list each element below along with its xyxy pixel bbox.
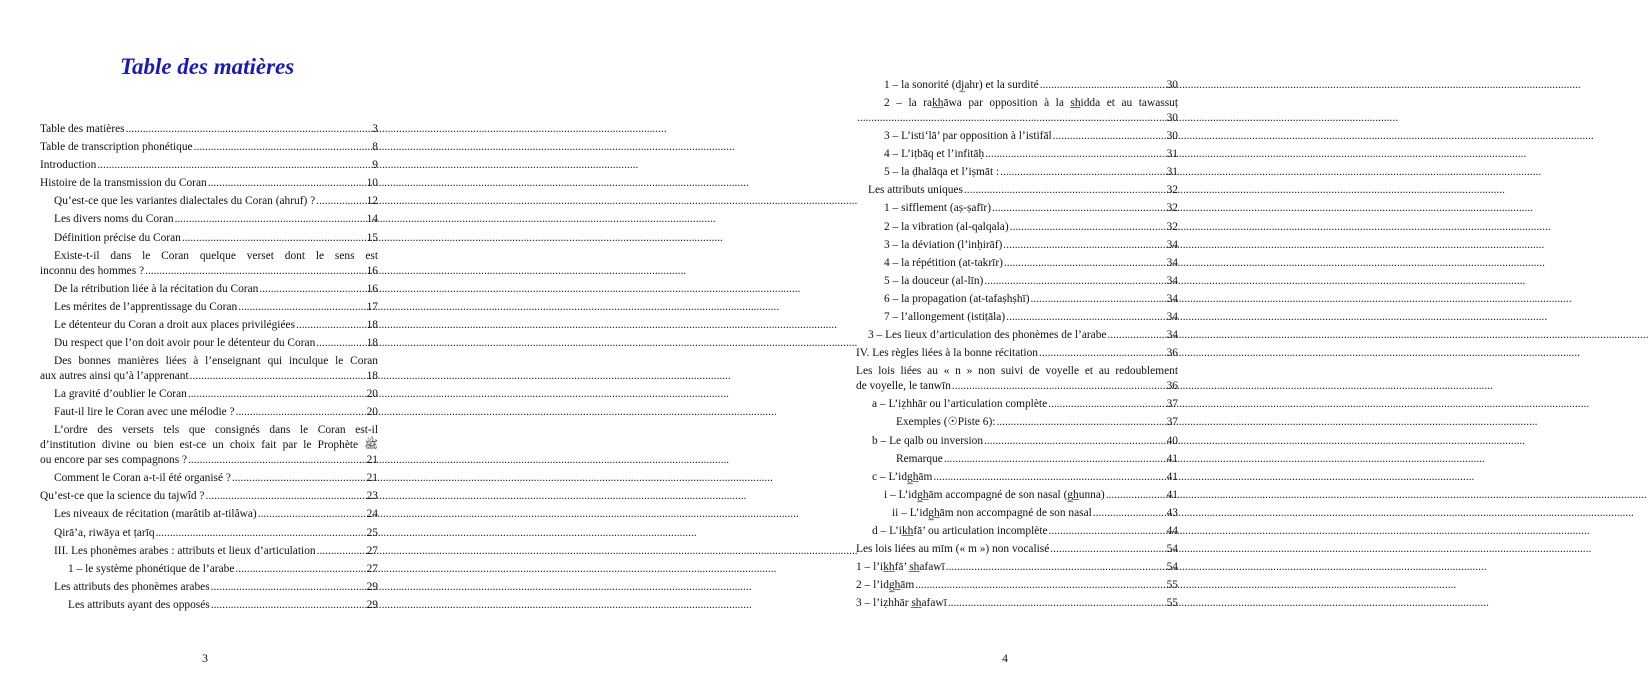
entry-title: Du respect que l’on doit avoir pour le détenteur du Coran bbox=[54, 336, 316, 349]
toc-entry[interactable] bbox=[40, 526, 378, 544]
left-page bbox=[0, 0, 400, 683]
entry-page: 30 bbox=[1166, 79, 1178, 91]
dot-leader bbox=[317, 544, 366, 559]
toc-entry[interactable] bbox=[856, 524, 1178, 542]
entry-page: 37 bbox=[1166, 398, 1178, 411]
entry-title: 3 – l’iẓhhār s̲h̲afawī bbox=[856, 597, 947, 610]
toc-entry[interactable] bbox=[40, 489, 378, 507]
dot-leader bbox=[996, 415, 1165, 430]
entry-title: IV. Les règles liées à la bonne récitation bbox=[856, 347, 1038, 360]
entry-title: Table des matières bbox=[40, 123, 125, 135]
toc-entry[interactable] bbox=[856, 560, 1178, 578]
toc-entry[interactable] bbox=[856, 506, 1178, 524]
toc-entry[interactable] bbox=[856, 292, 1178, 310]
dot-leader bbox=[232, 471, 366, 486]
dot-leader bbox=[952, 379, 1166, 394]
entry-page: 29 bbox=[366, 580, 378, 593]
entry-page: 40 bbox=[1166, 434, 1178, 447]
entry-title: La gravité d’oublier le Coran bbox=[54, 388, 187, 401]
page-title: Table des matières bbox=[120, 54, 295, 79]
toc-entry[interactable] bbox=[856, 310, 1178, 328]
toc-entry[interactable] bbox=[856, 165, 1178, 183]
entry-page: 18 bbox=[366, 318, 378, 331]
entry-page: 25 bbox=[366, 526, 378, 539]
entry-title: a – L’iẓhhār ou l’articulation complète bbox=[872, 398, 1048, 411]
toc-entry[interactable] bbox=[856, 542, 1178, 560]
entry-title: Les attributs uniques bbox=[868, 184, 963, 197]
dot-leader bbox=[984, 434, 1166, 449]
toc-list-left bbox=[40, 122, 378, 616]
entry-title: Définition précise du Coran bbox=[54, 231, 181, 244]
entry-title: 1 – sifflement (aṣ-ṣafīr) bbox=[884, 202, 992, 215]
entry-title: Faut-il lire le Coran avec une mélodie ? bbox=[54, 406, 235, 419]
entry-title: Les mérites de l’apprentissage du Coran bbox=[54, 300, 238, 313]
dot-leader bbox=[259, 282, 365, 297]
dot-leader bbox=[156, 526, 366, 541]
entry-page: 16 bbox=[366, 282, 378, 295]
entry-page: 20 bbox=[366, 388, 378, 401]
entry-page: 30 bbox=[1166, 112, 1178, 125]
entry-page: 30 bbox=[1166, 130, 1178, 143]
toc-entry[interactable] bbox=[856, 183, 1178, 201]
entry-title: 6 – la propagation (at-tafaṣhṣhī) bbox=[884, 292, 1030, 305]
entry-title: Comment le Coran a-t-il été organisé ? bbox=[54, 472, 231, 485]
entry-title: 3 – L’isti‘lā’ par opposition à l’istifāl bbox=[884, 130, 1052, 143]
dot-leader bbox=[1003, 238, 1165, 253]
toc-entry[interactable] bbox=[40, 176, 378, 194]
toc-entry[interactable] bbox=[40, 140, 378, 158]
dot-leader bbox=[126, 122, 372, 137]
entry-page: 3 bbox=[372, 123, 378, 135]
dot-leader bbox=[946, 560, 1166, 575]
entry-title-line1: 2 – la rak̲h̲āwa par opposition à la s̲h̲idda et au tawassuṭ bbox=[884, 97, 1178, 110]
entry-title: 3 – Les lieux d’articulation des phonèmes de l’arabe bbox=[868, 329, 1107, 342]
entry-page: 16 bbox=[366, 264, 378, 277]
entry-page: 10 bbox=[366, 177, 378, 190]
dot-leader bbox=[1106, 488, 1166, 503]
entry-page: 31 bbox=[1166, 148, 1178, 161]
entry-page: 34 bbox=[1166, 238, 1178, 251]
dot-leader bbox=[238, 300, 365, 315]
toc-entry[interactable] bbox=[856, 147, 1178, 165]
toc-entry[interactable] bbox=[856, 328, 1178, 346]
entry-title: III. Les phonèmes arabes : attributs et lieux d’articulation bbox=[54, 544, 316, 557]
entry-title-last: inconnu des hommes ? bbox=[40, 264, 145, 277]
entry-page: 21 bbox=[366, 472, 378, 485]
entry-title-line1: L’ordre des versets tels que consignés dans le Coran est-il bbox=[54, 424, 378, 437]
entry-page: 23 bbox=[366, 490, 378, 503]
entry-title-line2: d’institution divine ou bien est-ce un choix fait par le Prophète ﷺ bbox=[40, 439, 378, 452]
dot-leader bbox=[1031, 292, 1166, 307]
dot-leader bbox=[188, 453, 366, 468]
toc-entry[interactable] bbox=[40, 405, 378, 423]
dot-leader bbox=[175, 212, 366, 227]
dot-leader bbox=[316, 194, 365, 209]
toc-entry[interactable] bbox=[856, 578, 1178, 596]
page-number: 3 bbox=[202, 651, 208, 665]
entry-title-last: ou encore par ses compagnons ? bbox=[40, 454, 188, 467]
dot-leader bbox=[208, 176, 366, 191]
entry-page: 34 bbox=[1166, 292, 1178, 305]
toc-entry[interactable] bbox=[856, 488, 1178, 506]
entry-page: 27 bbox=[366, 562, 378, 575]
toc-entry[interactable] bbox=[40, 471, 378, 489]
dot-leader bbox=[1000, 165, 1165, 180]
toc-entry[interactable] bbox=[40, 387, 378, 405]
entry-title: Le détenteur du Coran a droit aux places privilégiées bbox=[54, 318, 296, 331]
entry-title-line1: Existe-t-il dans le Coran quelque verset dont le sens est bbox=[54, 249, 378, 262]
dot-leader bbox=[944, 452, 1166, 467]
dot-leader bbox=[97, 158, 371, 173]
toc-entry[interactable] bbox=[40, 282, 378, 300]
toc-entry[interactable] bbox=[856, 274, 1178, 292]
toc-entry[interactable] bbox=[40, 354, 378, 387]
dot-leader bbox=[933, 470, 1165, 485]
dot-leader bbox=[984, 274, 1165, 289]
entry-title: Remarque bbox=[896, 452, 943, 465]
dot-leader bbox=[964, 183, 1166, 198]
entry-page: 41 bbox=[1166, 470, 1178, 483]
toc-entry[interactable] bbox=[40, 158, 378, 176]
toc-entry[interactable] bbox=[856, 238, 1178, 256]
toc-entry[interactable] bbox=[856, 397, 1178, 415]
entry-title-last: de voyelle, le tanwīn bbox=[856, 380, 951, 393]
toc-entry[interactable] bbox=[40, 507, 378, 525]
dot-leader bbox=[236, 405, 366, 420]
dot-leader bbox=[857, 111, 1166, 126]
entry-title: Les attributs ayant des opposés bbox=[68, 598, 210, 611]
entry-page: 18 bbox=[366, 370, 378, 383]
dot-leader bbox=[915, 578, 1165, 593]
entry-page: 34 bbox=[1166, 311, 1178, 324]
toc-entry[interactable] bbox=[40, 231, 378, 249]
entry-title: 1 – l’ik̲h̲fā’ s̲h̲afawī bbox=[856, 561, 945, 574]
entry-title: 5 – la douceur (al-līn) bbox=[884, 274, 984, 287]
toc-entry[interactable] bbox=[40, 249, 378, 282]
entry-page: 55 bbox=[1166, 579, 1178, 592]
entry-page: 36 bbox=[1166, 380, 1178, 393]
dot-leader bbox=[1004, 256, 1166, 271]
entry-page: 54 bbox=[1166, 543, 1178, 556]
toc-entry[interactable] bbox=[856, 96, 1178, 129]
toc-entry[interactable] bbox=[856, 129, 1178, 147]
dot-leader bbox=[182, 231, 366, 246]
dot-leader bbox=[211, 580, 366, 595]
entry-page: 41 bbox=[1166, 452, 1178, 465]
entry-page: 54 bbox=[1166, 561, 1178, 574]
dot-leader bbox=[1093, 506, 1166, 521]
entry-title: De la rétribution liée à la récitation du Coran bbox=[54, 282, 259, 295]
entry-page: 31 bbox=[1166, 166, 1178, 179]
dot-leader bbox=[1040, 78, 1166, 93]
toc-entry[interactable] bbox=[856, 220, 1178, 238]
entry-page: 34 bbox=[1166, 274, 1178, 287]
entry-title: 2 – l’idg̲h̲ām bbox=[856, 579, 915, 592]
entry-title: 3 – la déviation (l’inḥirāf) bbox=[884, 238, 1003, 251]
entry-page: 8 bbox=[372, 141, 378, 154]
entry-title: i – L’idg̲h̲ām accompagné de son nasal (g̲h̲unna) bbox=[884, 488, 1105, 501]
entry-page: 32 bbox=[1166, 202, 1178, 215]
entry-title: Table de transcription phonétique bbox=[40, 141, 193, 154]
toc-list-right bbox=[856, 78, 1178, 614]
dot-leader bbox=[190, 369, 366, 384]
entry-title: Les divers noms du Coran bbox=[54, 213, 174, 226]
entry-page: 27 bbox=[366, 544, 378, 557]
entry-title: Histoire de la transmission du Coran bbox=[40, 177, 207, 190]
entry-page: 20 bbox=[366, 406, 378, 419]
dot-leader bbox=[188, 387, 366, 402]
entry-last-line bbox=[40, 453, 378, 468]
entry-page: 34 bbox=[1166, 329, 1178, 342]
entry-title: 7 – l’allongement (istiṭāla) bbox=[884, 311, 1006, 324]
toc-entry[interactable] bbox=[40, 122, 378, 140]
dot-leader bbox=[205, 489, 365, 504]
entry-page: 36 bbox=[1166, 347, 1178, 360]
entry-page: 14 bbox=[366, 213, 378, 226]
entry-page: 34 bbox=[1166, 256, 1178, 269]
dot-leader bbox=[316, 336, 365, 351]
toc-entry[interactable] bbox=[856, 201, 1178, 219]
entry-page: 21 bbox=[366, 454, 378, 467]
entry-page: 37 bbox=[1166, 416, 1178, 429]
entry-title: d – L’ik̲h̲fā’ ou articulation incomplète bbox=[872, 524, 1048, 537]
entry-title: c – L’idg̲h̲ām bbox=[872, 470, 933, 483]
entry-title: Exemples (☉Piste 6): bbox=[896, 416, 996, 429]
toc-entry[interactable] bbox=[40, 318, 378, 336]
entry-page: 44 bbox=[1166, 524, 1178, 537]
toc-entry[interactable] bbox=[40, 194, 378, 212]
dot-leader bbox=[1039, 346, 1166, 361]
entry-page: 43 bbox=[1166, 506, 1178, 519]
entry-page: 41 bbox=[1166, 488, 1178, 501]
toc-entry[interactable] bbox=[40, 300, 378, 318]
entry-page: 12 bbox=[366, 195, 378, 208]
entry-page: 29 bbox=[366, 598, 378, 611]
dot-leader bbox=[992, 201, 1166, 216]
entry-title: 1 – la sonorité (dj̲ahr) et la surdité bbox=[884, 79, 1039, 91]
entry-title-line1: Les lois liées au « n » non suivi de voyelle et au redoublement bbox=[856, 365, 1178, 378]
toc-entry[interactable] bbox=[40, 336, 378, 354]
entry-title-last: aux autres ainsi qu’à l’apprenant bbox=[40, 370, 189, 383]
dot-leader bbox=[1048, 397, 1165, 412]
dot-leader bbox=[211, 598, 366, 613]
right-page bbox=[400, 0, 1178, 683]
dot-leader bbox=[985, 147, 1165, 162]
entry-title: 2 – la vibration (al-qalqala) bbox=[884, 220, 1009, 233]
entry-page: 32 bbox=[1166, 220, 1178, 233]
dot-leader bbox=[1010, 220, 1166, 235]
entry-title: Qu’est-ce que la science du tajwîd ? bbox=[40, 490, 205, 503]
entry-last-line bbox=[856, 111, 1178, 126]
toc-entry[interactable] bbox=[856, 415, 1178, 433]
entry-last-line bbox=[40, 369, 378, 384]
entry-page: 55 bbox=[1166, 597, 1178, 610]
toc-entry[interactable] bbox=[40, 562, 378, 580]
toc-entry[interactable] bbox=[856, 78, 1178, 96]
entry-title: Qirā’a, riwāya et ṭarīq bbox=[54, 526, 155, 539]
dot-leader bbox=[1006, 310, 1165, 325]
dot-leader bbox=[296, 318, 366, 333]
entry-title: b – Le qalb ou inversion bbox=[872, 434, 984, 447]
dot-leader bbox=[948, 596, 1166, 611]
toc-entry[interactable] bbox=[40, 544, 378, 562]
entry-title: ii – L’idg̲h̲ām non accompagné de son nasal bbox=[892, 506, 1092, 519]
toc-entry[interactable] bbox=[40, 580, 378, 598]
toc-entry[interactable] bbox=[856, 434, 1178, 452]
entry-title: Les niveaux de récitation (marâtib at-tilâwa) bbox=[54, 508, 257, 521]
dot-leader bbox=[1053, 129, 1166, 144]
entry-title: 4 – la répétition (at-takrīr) bbox=[884, 256, 1003, 269]
dot-leader bbox=[1049, 524, 1166, 539]
entry-title: Les lois liées au mīm (« m ») non vocalisé bbox=[856, 543, 1050, 556]
entry-last-line bbox=[40, 264, 378, 279]
toc-entry[interactable] bbox=[40, 598, 378, 616]
entry-page: 9 bbox=[372, 159, 378, 172]
toc-entry[interactable] bbox=[40, 212, 378, 230]
entry-page: 17 bbox=[366, 300, 378, 313]
entry-last-line bbox=[856, 379, 1178, 394]
entry-title: Les attributs des phonèmes arabes bbox=[54, 580, 210, 593]
toc-entry[interactable] bbox=[856, 346, 1178, 364]
toc-entry[interactable] bbox=[856, 364, 1178, 397]
toc-entry[interactable] bbox=[856, 470, 1178, 488]
entry-page: 18 bbox=[366, 336, 378, 349]
entry-title: Introduction bbox=[40, 159, 97, 172]
dot-leader bbox=[1050, 542, 1165, 557]
entry-title: 1 – le système phonétique de l’arabe bbox=[68, 562, 235, 575]
dot-leader bbox=[235, 562, 365, 577]
entry-page: 24 bbox=[366, 508, 378, 521]
toc-entry[interactable] bbox=[856, 452, 1178, 470]
dot-leader bbox=[1108, 328, 1166, 343]
toc-entry[interactable] bbox=[856, 596, 1178, 614]
entry-title: 5 – la ḍhalāqa et l’iṣmāt : bbox=[884, 166, 1000, 179]
toc-entry[interactable] bbox=[856, 256, 1178, 274]
dot-leader bbox=[258, 507, 366, 522]
entry-page: 32 bbox=[1166, 184, 1178, 197]
dot-leader bbox=[145, 264, 366, 279]
entry-title: 4 – L’iṭbāq et l’infitāḥ bbox=[884, 148, 985, 161]
entry-title: Qu’est-ce que les variantes dialectales du Coran (ahruf) ? bbox=[54, 195, 316, 208]
entry-page: 15 bbox=[366, 231, 378, 244]
entry-title-line1: Des bonnes manières liées à l’enseignant qui inculque le Coran bbox=[54, 355, 378, 368]
toc-entry[interactable] bbox=[40, 423, 378, 471]
page-number: 4 bbox=[1002, 651, 1008, 665]
dot-leader bbox=[194, 140, 372, 155]
